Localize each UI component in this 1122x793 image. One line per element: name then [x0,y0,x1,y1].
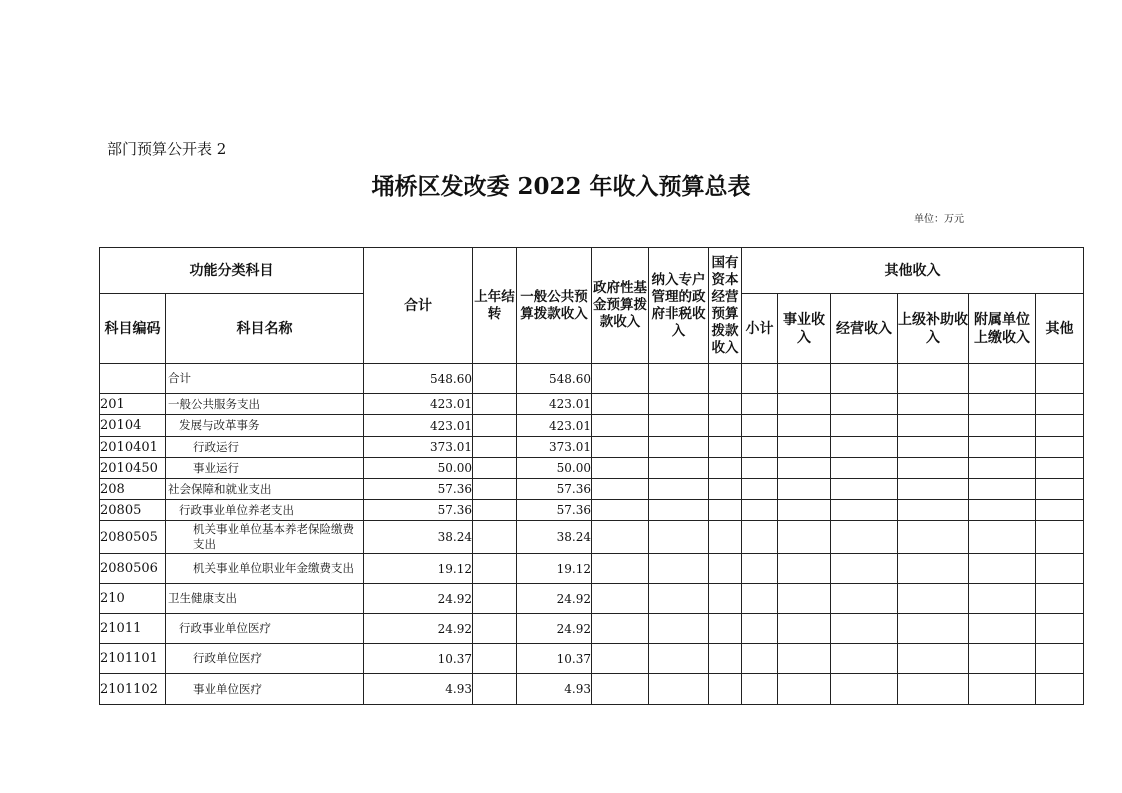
row-carryover [473,364,517,394]
header-name: 科目名称 [166,294,364,364]
table-row [100,394,1084,415]
row-code: 2101102 [100,674,166,705]
row-empty-cell [592,415,649,437]
row-empty-cell [592,614,649,644]
unit-label: 单位：万元 [914,214,964,225]
row-empty-cell [1036,437,1084,458]
row-empty-cell [1036,521,1084,554]
row-empty-cell [1036,584,1084,614]
row-empty-cell [709,500,742,521]
row-empty-cell [649,521,709,554]
row-empty-cell [898,437,969,458]
row-total: 50.00 [364,458,473,479]
row-empty-cell [1036,458,1084,479]
header-general-budget: 一般公共预算拨款收入 [517,248,592,364]
row-total: 373.01 [364,437,473,458]
row-general-budget: 57.36 [517,500,592,521]
row-empty-cell [709,479,742,500]
row-empty-cell [649,614,709,644]
header-subtotal: 小计 [742,294,778,364]
row-name: 卫生健康支出 [166,584,364,614]
row-empty-cell [831,584,898,614]
row-general-budget: 24.92 [517,584,592,614]
header-misc: 其他 [1036,294,1084,364]
row-empty-cell [592,394,649,415]
table-row [100,521,1084,554]
row-empty-cell [778,584,831,614]
row-empty-cell [649,584,709,614]
header-other-income: 其他收入 [742,248,1084,294]
row-empty-cell [649,500,709,521]
row-empty-cell [898,458,969,479]
row-empty-cell [969,394,1036,415]
row-empty-cell [778,500,831,521]
header-higher-subsidy: 上级补助收入 [898,294,969,364]
row-empty-cell [742,500,778,521]
row-empty-cell [969,364,1036,394]
row-empty-cell [778,644,831,674]
row-total: 548.60 [364,364,473,394]
row-empty-cell [592,500,649,521]
row-empty-cell [649,554,709,584]
row-carryover [473,479,517,500]
row-empty-cell [709,644,742,674]
table-row [100,415,1084,437]
row-empty-cell [898,554,969,584]
row-total: 19.12 [364,554,473,584]
row-code: 201 [100,394,166,415]
row-empty-cell [1036,394,1084,415]
row-general-budget: 50.00 [517,458,592,479]
row-empty-cell [898,415,969,437]
row-code: 20805 [100,500,166,521]
row-code: 2010401 [100,437,166,458]
row-name: 事业运行 [166,458,364,479]
row-total: 4.93 [364,674,473,705]
budget-table [99,247,1084,705]
table-row [100,554,1084,584]
table-row [100,437,1084,458]
row-empty-cell [898,394,969,415]
table-row [100,458,1084,479]
row-general-budget: 4.93 [517,674,592,705]
row-empty-cell [969,644,1036,674]
row-empty-cell [649,458,709,479]
row-empty-cell [778,554,831,584]
row-name: 社会保障和就业支出 [166,479,364,500]
table-row [100,364,1084,394]
row-name: 行政运行 [166,437,364,458]
row-empty-cell [742,394,778,415]
page-title: 埇桥区发改委 2022 年收入预算总表 [371,173,751,200]
row-empty-cell [709,415,742,437]
row-empty-cell [1036,614,1084,644]
row-empty-cell [831,614,898,644]
row-total: 57.36 [364,479,473,500]
row-empty-cell [649,674,709,705]
row-empty-cell [709,584,742,614]
row-empty-cell [1036,674,1084,705]
row-carryover [473,674,517,705]
row-general-budget: 373.01 [517,437,592,458]
row-empty-cell [831,364,898,394]
row-code: 2101101 [100,644,166,674]
row-empty-cell [831,644,898,674]
row-empty-cell [742,674,778,705]
row-name: 一般公共服务支出 [166,394,364,415]
header-code: 科目编码 [100,294,166,364]
row-empty-cell [649,415,709,437]
row-empty-cell [831,554,898,584]
table-row [100,614,1084,644]
row-code [100,364,166,394]
row-empty-cell [831,521,898,554]
row-code: 21011 [100,614,166,644]
table-row [100,644,1084,674]
row-carryover [473,415,517,437]
row-empty-cell [831,437,898,458]
row-name: 发展与改革事务 [166,415,364,437]
row-name: 机关事业单位职业年金缴费支出 [166,554,364,584]
row-empty-cell [898,644,969,674]
row-empty-cell [1036,364,1084,394]
row-empty-cell [969,415,1036,437]
row-empty-cell [778,458,831,479]
row-empty-cell [649,364,709,394]
row-total: 24.92 [364,614,473,644]
row-empty-cell [742,554,778,584]
row-empty-cell [592,437,649,458]
row-carryover [473,644,517,674]
row-empty-cell [969,437,1036,458]
row-name: 事业单位医疗 [166,674,364,705]
table-row [100,500,1084,521]
row-total: 10.37 [364,644,473,674]
row-empty-cell [709,554,742,584]
header-business: 事业收入 [778,294,831,364]
row-empty-cell [778,437,831,458]
row-general-budget: 10.37 [517,644,592,674]
row-empty-cell [1036,644,1084,674]
row-empty-cell [778,674,831,705]
table-row [100,479,1084,500]
row-name: 行政事业单位医疗 [166,614,364,644]
row-empty-cell [831,394,898,415]
row-general-budget: 57.36 [517,479,592,500]
row-carryover [473,584,517,614]
table-caption: 部门预算公开表 2 [107,140,227,158]
row-name: 行政事业单位养老支出 [166,500,364,521]
row-name: 行政单位医疗 [166,644,364,674]
header-carryover: 上年结转 [473,248,517,364]
row-empty-cell [709,614,742,644]
row-empty-cell [592,584,649,614]
header-state-capital: 国有资本经营预算拨款收入 [709,248,742,364]
row-empty-cell [649,644,709,674]
row-empty-cell [709,458,742,479]
row-empty-cell [742,614,778,644]
row-total: 24.92 [364,584,473,614]
row-empty-cell [1036,415,1084,437]
row-empty-cell [969,458,1036,479]
row-empty-cell [898,479,969,500]
row-carryover [473,458,517,479]
row-empty-cell [898,584,969,614]
row-empty-cell [742,437,778,458]
row-name: 合计 [166,364,364,394]
table-row [100,584,1084,614]
row-empty-cell [742,521,778,554]
row-empty-cell [592,521,649,554]
row-empty-cell [831,674,898,705]
row-empty-cell [778,614,831,644]
row-general-budget: 19.12 [517,554,592,584]
header-gov-fund: 政府性基金预算拨款收入 [592,248,649,364]
header-operating: 经营收入 [831,294,898,364]
row-empty-cell [831,500,898,521]
row-empty-cell [969,521,1036,554]
row-empty-cell [649,394,709,415]
row-empty-cell [649,437,709,458]
row-empty-cell [778,415,831,437]
row-empty-cell [649,479,709,500]
row-empty-cell [709,394,742,415]
row-name: 机关事业单位基本养老保险缴费支出 [166,521,364,554]
row-general-budget: 423.01 [517,415,592,437]
row-general-budget: 24.92 [517,614,592,644]
row-code: 2080506 [100,554,166,584]
row-empty-cell [1036,500,1084,521]
row-general-budget: 548.60 [517,364,592,394]
row-empty-cell [969,479,1036,500]
row-empty-cell [742,644,778,674]
row-empty-cell [742,584,778,614]
row-empty-cell [709,364,742,394]
row-general-budget: 423.01 [517,394,592,415]
row-empty-cell [969,500,1036,521]
row-total: 57.36 [364,500,473,521]
row-empty-cell [898,364,969,394]
row-carryover [473,521,517,554]
row-total: 38.24 [364,521,473,554]
row-empty-cell [898,614,969,644]
header-total: 合计 [364,248,473,364]
row-empty-cell [742,415,778,437]
row-empty-cell [831,415,898,437]
row-empty-cell [592,364,649,394]
row-empty-cell [969,554,1036,584]
row-empty-cell [831,479,898,500]
row-empty-cell [592,479,649,500]
row-empty-cell [592,674,649,705]
row-empty-cell [969,584,1036,614]
row-empty-cell [1036,479,1084,500]
row-empty-cell [742,364,778,394]
row-empty-cell [709,437,742,458]
row-general-budget: 38.24 [517,521,592,554]
row-empty-cell [742,458,778,479]
row-total: 423.01 [364,415,473,437]
row-carryover [473,394,517,415]
row-carryover [473,554,517,584]
table-row [100,674,1084,705]
row-empty-cell [778,521,831,554]
row-empty-cell [709,674,742,705]
row-empty-cell [898,674,969,705]
header-special-account: 纳入专户管理的政府非税收入 [649,248,709,364]
row-empty-cell [742,479,778,500]
row-empty-cell [969,614,1036,644]
row-empty-cell [1036,554,1084,584]
row-carryover [473,614,517,644]
row-code: 20104 [100,415,166,437]
row-empty-cell [969,674,1036,705]
row-empty-cell [709,521,742,554]
row-empty-cell [778,479,831,500]
row-code: 2010450 [100,458,166,479]
row-carryover [473,500,517,521]
row-empty-cell [592,554,649,584]
row-code: 2080505 [100,521,166,554]
header-affiliate: 附属单位上缴收入 [969,294,1036,364]
row-empty-cell [592,458,649,479]
row-empty-cell [898,521,969,554]
row-empty-cell [778,394,831,415]
row-empty-cell [778,364,831,394]
row-total: 423.01 [364,394,473,415]
header-func-class: 功能分类科目 [100,248,364,294]
row-code: 210 [100,584,166,614]
row-carryover [473,437,517,458]
row-empty-cell [831,458,898,479]
row-code: 208 [100,479,166,500]
row-empty-cell [898,500,969,521]
row-empty-cell [592,644,649,674]
